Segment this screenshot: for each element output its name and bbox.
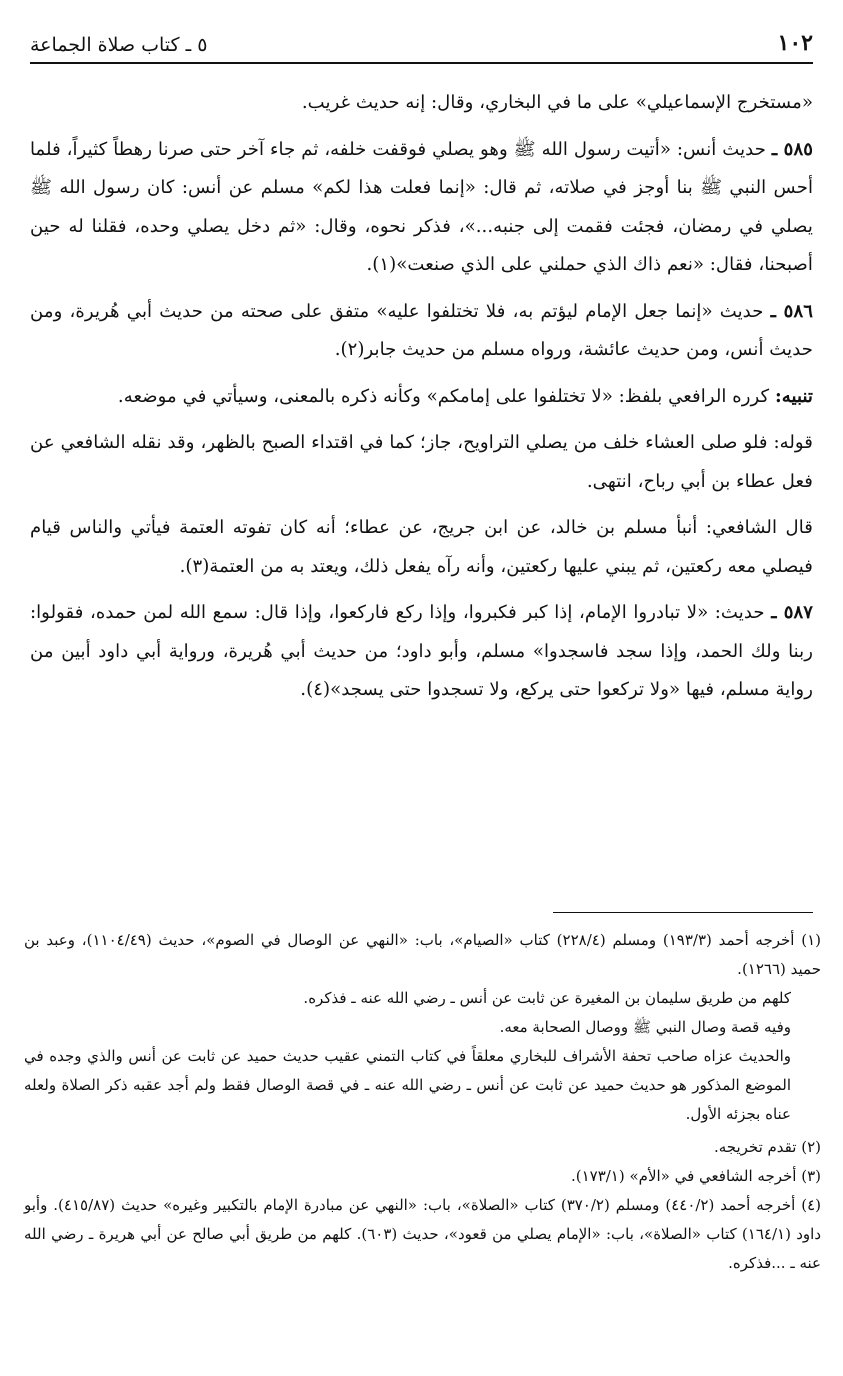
tanbih-paragraph: [30, 378, 813, 417]
intro-paragraph: «مستخرج الإسماعيلي» على ما في البخاري، وقال: إنه حديث غريب.: [301, 92, 813, 113]
tanbih-text: كرره الرافعي بلفظ: «لا تختلفوا على إمامكم» وكأنه ذكره بالمعنى، وسيأتي في موضعه.: [117, 385, 770, 407]
footnote-1-line: والحديث عزاه صاحب تحفة الأشراف للبخاري معلقاً في كتاب التمني عقيب حديث حميد عن ثابت عن أنس والذي وجده في الموضع المذكور هو حديث حميد عن ثابت عن أنس ـ رضي الله عنه ـ في قصة الوصال فقط ولم أجد عقبه ذكر الصلاة ولعله عناه بجزئه الأول.: [24, 1047, 791, 1123]
footnote-4: (٤) أخرجه أحمد (٤٤٠/٢) ومسلم (٣٧٠/٢) كتاب «الصلاة»، باب: «النهي عن مبادرة الإمام بالتكبير وغيره» حديث (٤١٥/٨٧). وأبو داود (١٦٤/١) كتاب «الصلاة»، باب: «الإمام يصلي من قعود»، حديث (٦٠٣). كلهم من طريق أبي صالح عن أبي هريرة ـ رضي الله عنه ـ ...فذكره.: [24, 1196, 822, 1272]
hadith-586: [30, 293, 813, 370]
footnote-3: (٣) أخرجه الشافعي في «الأم» (١٧٣/١).: [570, 1167, 821, 1185]
footnote-separator: [553, 912, 813, 913]
running-title: ٥ ـ كتاب صلاة الجماعة: [30, 34, 208, 56]
main-text: [30, 84, 813, 718]
page-header: [30, 22, 813, 64]
footnote-1-line: وفيه قصة وصال النبي ﷺ ووصال الصحابة معه.: [499, 1018, 791, 1036]
hadith-text: حديث «إنما جعل الإمام ليؤتم به، فلا تختلفوا عليه» متفق على صحته من حديث أبي هُريرة، ومن حديث أنس، ومن حديث عائشة، ورواه مسلم من حديث جابر(٢).: [30, 300, 813, 360]
footnote-1: (١) أخرجه أحمد (١٩٣/٣) ومسلم (٢٢٨/٤) كتاب «الصيام»، باب: «النهي عن الوصال في الصوم»، حديث (١١٠٤/٤٩)، وعبد بن حميد (١٢٦٦).: [24, 931, 822, 978]
hadith-number: ٥٨٧ ـ: [771, 602, 813, 623]
footnote-2: (٢) تقدم تخريجه.: [713, 1138, 821, 1156]
qawluhu-paragraph: قوله: فلو صلى العشاء خلف من يصلي التراويح، جاز؛ كما في اقتداء الصبح بالظهر، وقد نقله الشافعي عن فعل عطاء بن أبي رباح، انتهى.: [30, 432, 813, 492]
shafii-paragraph: قال الشافعي: أنبأ مسلم بن خالد، عن ابن جريج، عن عطاء؛ أنه كان تفوته العتمة فيأتي والناس قيام فيصلي معه ركعتين، ثم يبني عليها ركعتين، وأنه رآه يفعل ذلك، ويعتد به من العتمة(٣).: [30, 517, 813, 577]
hadith-number: ٥٨٦ ـ: [770, 300, 813, 322]
hadith-text: حديث أنس: «أتيت رسول الله ﷺ وهو يصلي فوقفت خلفه، ثم جاء آخر حتى صرنا رهطاً كثيراً، فلما أحس النبي ﷺ بنا أوجز في صلاته، ثم قال: «إنما فعلت هذا لكم» مسلم عن أنس: كان رسول الله ﷺ يصلي في رمضان، فجئت فقمت إلى جنبه...»، فذكر نحوه، وقال: «ثم دخل يصلي وحده، فقلنا له حين أصبحنا، فقال: «نعم ذاك الذي حملني على الذي صنعت»(١).: [30, 138, 813, 275]
hadith-587: [30, 594, 813, 710]
footnotes: [24, 926, 821, 1278]
hadith-text: حديث: «لا تبادروا الإمام، إذا كبر فكبروا، وإذا ركع فاركعوا، وإذا قال: سمع الله لمن حمده، فقولوا: ربنا ولك الحمد، وإذا سجد فاسجدوا» مسلم، وأبو داود؛ من حديث أبي هُريرة، ورواية أبي داود أبين من رواية مسلم، فيها «ولا تركعوا حتى يركع، ولا تسجدوا حتى يسجد»(٤).: [30, 602, 813, 700]
footnote-1-line: كلهم من طريق سليمان بن المغيرة عن ثابت عن أنس ـ رضي الله عنه ـ فذكره.: [303, 989, 791, 1007]
tanbih-label: تنبيه:: [775, 385, 813, 407]
page-number: ١٠٢: [777, 30, 813, 56]
hadith-number: ٥٨٥ ـ: [771, 138, 813, 160]
hadith-585: [30, 131, 813, 285]
